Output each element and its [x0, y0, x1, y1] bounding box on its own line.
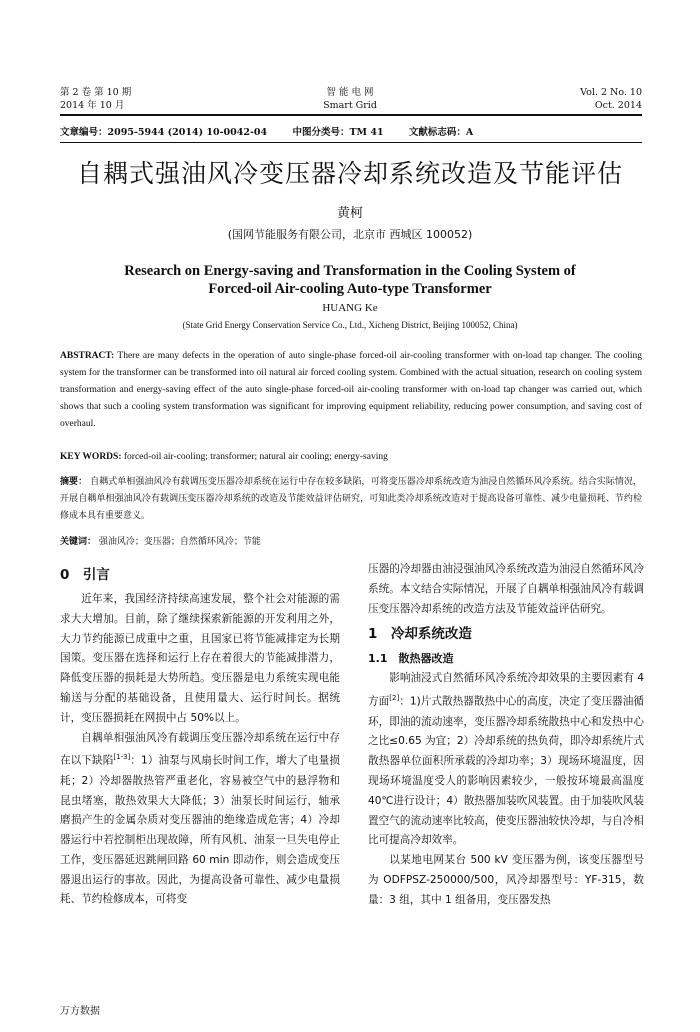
intro-paragraph-2-start: 自耦单相强油风冷有载调压变压器冷却系统在运行中存在以下缺陷 [60, 731, 340, 767]
meta-rule [60, 142, 642, 143]
title-cn: 自耦式强油风冷变压器冷却系统改造及节能评估 [76, 159, 623, 188]
abstract-cn [60, 474, 642, 525]
keywords-en-label: KEY WORDS: [60, 452, 122, 462]
journal-name-en: Smart Grid [323, 100, 377, 111]
abstract-en-text: There are many defects in the operation of auto single-phase forced-oil air-cooling transformer with on-load tap changer. The cooling system for the transformer can be transformed into oil natural air forced cooling system. Combined with the actual situation, research on cooling system transformation and energy-saving effect of the auto single-phase forced-oil air-cooling transformer with on-load tap changer was carried out, which shows that such a cooling system transformation was significant for improving equipment reliability, reducing power consumption, and saving cost of overhaul. [60, 351, 642, 429]
radiator-paragraph-start: 影响油浸式自然循环风冷系统冷却效果的主要因素有 4 方面 [368, 672, 644, 708]
title-en [0, 262, 700, 298]
issue-date-en: Oct. 2014 [594, 100, 642, 111]
left-column [60, 560, 340, 910]
keywords-cn-label: 关键词： [60, 537, 97, 547]
keywords-en-text: forced-oil air-cooling; transformer; natural air cooling; energy-saving [123, 452, 388, 462]
section-0-heading: 0 引言 [60, 567, 110, 583]
keywords-en [60, 452, 642, 462]
document-code: 文献标志码：A [408, 127, 474, 138]
affiliation-en: (State Grid Energy Conservation Service Co., Ltd., Xicheng District, Beijing 100052, China) [182, 320, 518, 330]
article-meta [60, 124, 495, 138]
title-en-line2: Forced-oil Air-cooling Auto-type Transformer [208, 281, 492, 297]
volume-issue: 第 2 卷 第 10 期 [60, 87, 132, 98]
header-rule [60, 114, 642, 116]
abstract-cn-label: 摘要： [60, 477, 88, 487]
watermark-footer: 万方数据 [60, 1006, 100, 1017]
intro-paragraph-2-rest: ：1）油泵与风扇长时间工作，增大了电量损耗；2）冷却器散热管严重老化，容易被空气中的悬浮物和昆虫堵塞，散热效果大大降低；3）油泵长时间运行，轴承磨损产生的金属杂质对变压器油的绝缘造成危害；4）冷却器运行中若控制柜出现故障，所有风机、油泵一旦失电停止工作，变压器延迟跳闸回路 60 min 即动作，则会造成变压器退出运行的事故。因此，为提高设备可靠性、减少电量损耗、节约检修成本，可将变 [60, 754, 340, 906]
article-number: 文章编号：2095-5944 (2014) 10-0042-04 [60, 127, 268, 138]
issue-date-cn: 2014 年 10 月 [60, 100, 125, 111]
abstract-cn-text: 自耦式单相强油风冷有载调压变压器冷却系统在运行中存在较多缺陷，可将变压器冷却系统改造为油浸自然循环风冷系统。结合实际情况，开展自耦单相强油风冷有载调压变压器冷却系统的改造及节能效益评估研究，可知此类冷却系统改造对于提高设备可靠性、减少电量损耗、节约检修成本具有重要意义。 [60, 477, 642, 521]
citation-2: [2] [389, 694, 400, 703]
example-paragraph: 以某地电网某台 500 kV 变压器为例，该变压器型号为 ODFPSZ-250000/500，风冷却器型号：YF-315，数量：3 组，其中 1 组备用，变压器发热 [368, 854, 644, 906]
radiator-paragraph [368, 669, 644, 851]
section-1-heading: 1 冷却系统改造 [368, 626, 472, 643]
radiator-paragraph-rest: ：1)片式散热器散热中心的高度，决定了变压器油循环，即油的流动速率，变压器冷却系统散热中心和发热中心之比≤0.65 为宜；2）冷却系统的热负荷，即冷却系统片式散热器单位面积所承载的冷却功率；3）现场环境温度，因现场环境温度受人的影响因素较少，一般按环境最高温度 40℃进行设计；4）散热器加装吹风装置。由于加装吹风装置空气的流动速率比较高，使变压器油较快冷却，与自冷相比可提高冷却效率。 [368, 695, 644, 847]
intro-paragraph-continued: 压器的冷却器由油浸强油风冷系统改造为油浸自然循环风冷系统。本文结合实际情况，开展了自耦单相强油风冷有载调压变压器冷却系统的改造方法及节能效益评估研究。 [368, 563, 644, 615]
volume-issue-en: Vol. 2 No. 10 [580, 87, 642, 98]
author-en: HUANG Ke [322, 302, 378, 314]
intro-paragraph-2 [60, 729, 340, 911]
citation-1-3: [1-3] [113, 753, 131, 762]
section-1-1-heading: 1.1 散热器改造 [368, 652, 454, 666]
abstract-en-label: ABSTRACT: [60, 351, 115, 361]
title-en-line1: Research on Energy-saving and Transformation in the Cooling System of [124, 263, 576, 279]
clc-number: 中图分类号：TM 41 [292, 127, 384, 138]
right-column [368, 560, 644, 910]
abstract-en [60, 348, 642, 433]
journal-issue-en [580, 86, 642, 112]
author-cn: 黄柯 [336, 206, 363, 221]
intro-paragraph-1: 近年来，我国经济持续高速发展，整个社会对能源的需求大大增加。目前，除了继续探索新能源的开发利用之外，大力节约能源已成重中之重，且国家已将节能减排定为长期国策。变压器在选择和运行上存在着很大的节能减排潜力，降低变压器的损耗是大势所趋。变压器是电力系统实现电能输送与分配的基础设备，且使用量大、运行时间长。据统计，变压器损耗在网损中占 50%以上。 [60, 593, 340, 724]
journal-name-cn: 智 能 电 网 [326, 87, 374, 98]
affiliation-cn: (国网节能服务有限公司，北京市 西城区 100052) [227, 228, 473, 241]
keywords-cn [60, 534, 642, 547]
keywords-cn-text: 强油风冷；变压器；自然循环风冷；节能 [98, 537, 261, 547]
